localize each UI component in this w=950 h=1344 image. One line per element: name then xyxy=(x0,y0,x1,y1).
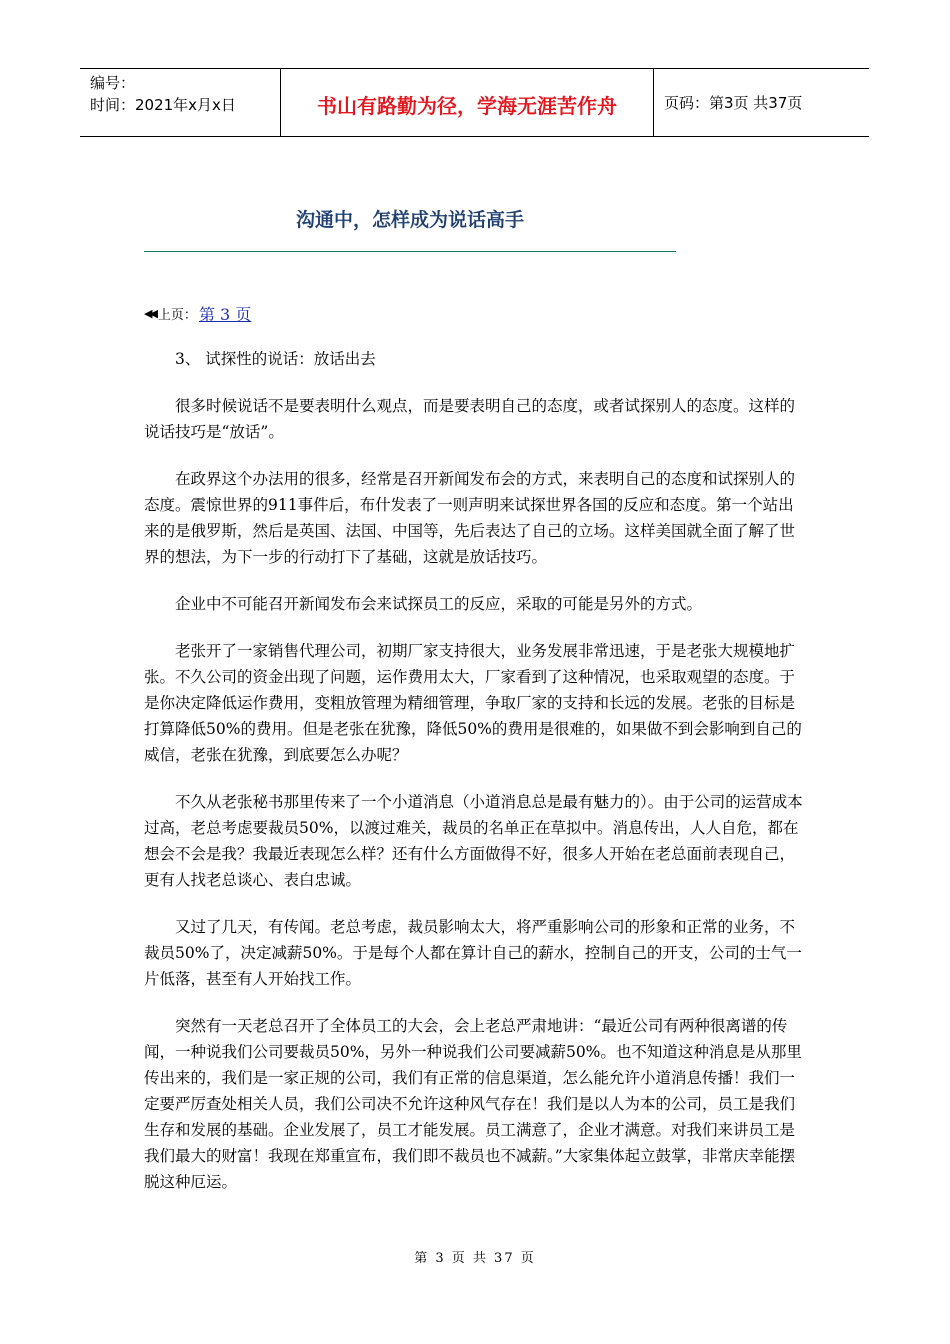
page-footer: 第 3 页 共 37 页 xyxy=(414,1251,536,1266)
previous-page-nav xyxy=(144,302,251,325)
document-header xyxy=(80,68,869,137)
paragraph: 老张开了一家销售代理公司，初期厂家支持很大，业务发展非常迅速，于是老张大规模地扩张。不久公司的资金出现了问题，运作费用太大，厂家看到了这种情况，也采取观望的态度。于是你决定降低运作费用，变粗放管理为精细管理，争取厂家的支持和长远的发展。老张的目标是打算降低50%的费用。但是老张在犹豫，降低50%的费用是很难的，如果做不到会影响到自己的威信，老张在犹豫，到底要怎么办呢？ xyxy=(144,642,802,764)
header-motto: 书山有路勤为径，学海无涯苦作舟 xyxy=(281,69,654,136)
time-label: 时间：2021年x月x日 xyxy=(90,96,236,114)
double-left-arrow-icon: ◀◀ xyxy=(144,307,155,320)
article-body xyxy=(144,346,808,1216)
header-page-info: 页码：第3页 共37页 xyxy=(664,94,803,112)
paragraph: 又过了几天，有传闻。老总考虑，裁员影响太大，将严重影响公司的形象和正常的业务，不裁员50%了，决定减薪50%。于是每个人都在算计自己的薪水，控制自己的开支，公司的士气一片低落，甚至有人开始找工作。 xyxy=(144,918,802,988)
title-divider xyxy=(144,251,676,252)
section-heading: 3、 试探性的说话：放话出去 xyxy=(175,350,376,368)
prev-page-link[interactable]: 第 3 页 xyxy=(198,305,252,324)
paragraph: 突然有一天老总召开了全体员工的大会，会上老总严肃地讲：“最近公司有两种很离谱的传闻，一种说我们公司要裁员50%，另外一种说我们公司要减薪50%。也不知道这种消息是从那里传出来的，我们是一家正规的公司，我们有正常的信息渠道，怎么能允许小道消息传播！我们一定要严厉查处相关人员，我们公司决不允许这种风气存在！我们是以人为本的公司，员工是我们生存和发展的基础。企业发展了，员工才能发展。员工满意了，企业才满意。对我们来讲员工是我们最大的财富！我现在郑重宣布，我们即不裁员也不减薪。”大家集体起立鼓掌，非常庆幸能摆脱这种厄运。 xyxy=(144,1017,802,1191)
paragraph: 企业中不可能召开新闻发布会来试探员工的反应，采取的可能是另外的方式。 xyxy=(175,595,703,613)
paragraph: 很多时候说话不是要表明什么观点，而是要表明自己的态度，或者试探别人的态度。这样的说话技巧是“放话”。 xyxy=(144,397,796,441)
header-meta xyxy=(80,69,281,136)
prev-label: 上页： xyxy=(157,308,197,323)
paragraph: 在政界这个办法用的很多，经常是召开新闻发布会的方式，来表明自己的态度和试探别人的态度。震惊世界的911事件后，布什发表了一则声明来试探世界各国的反应和态度。第一个站出来的是俄罗斯，然后是英国、法国、中国等，先后表达了自己的立场。这样美国就全面了解了世界的想法，为下一步的行动打下了基础，这就是放话技巧。 xyxy=(144,470,796,566)
article-title: 沟通中，怎样成为说话高手 xyxy=(295,209,524,231)
number-label: 编号： xyxy=(90,74,136,92)
paragraph: 不久从老张秘书那里传来了一个小道消息（小道消息总是最有魅力的）。由于公司的运营成本过高，老总考虑要裁员50%，以渡过难关，裁员的名单正在草拟中。消息传出，人人自危，都在想会不会是我？我最近表现怎么样？还有什么方面做得不好，很多人开始在老总面前表现自己，更有人找老总谈心、表白忠诚。 xyxy=(144,793,803,889)
